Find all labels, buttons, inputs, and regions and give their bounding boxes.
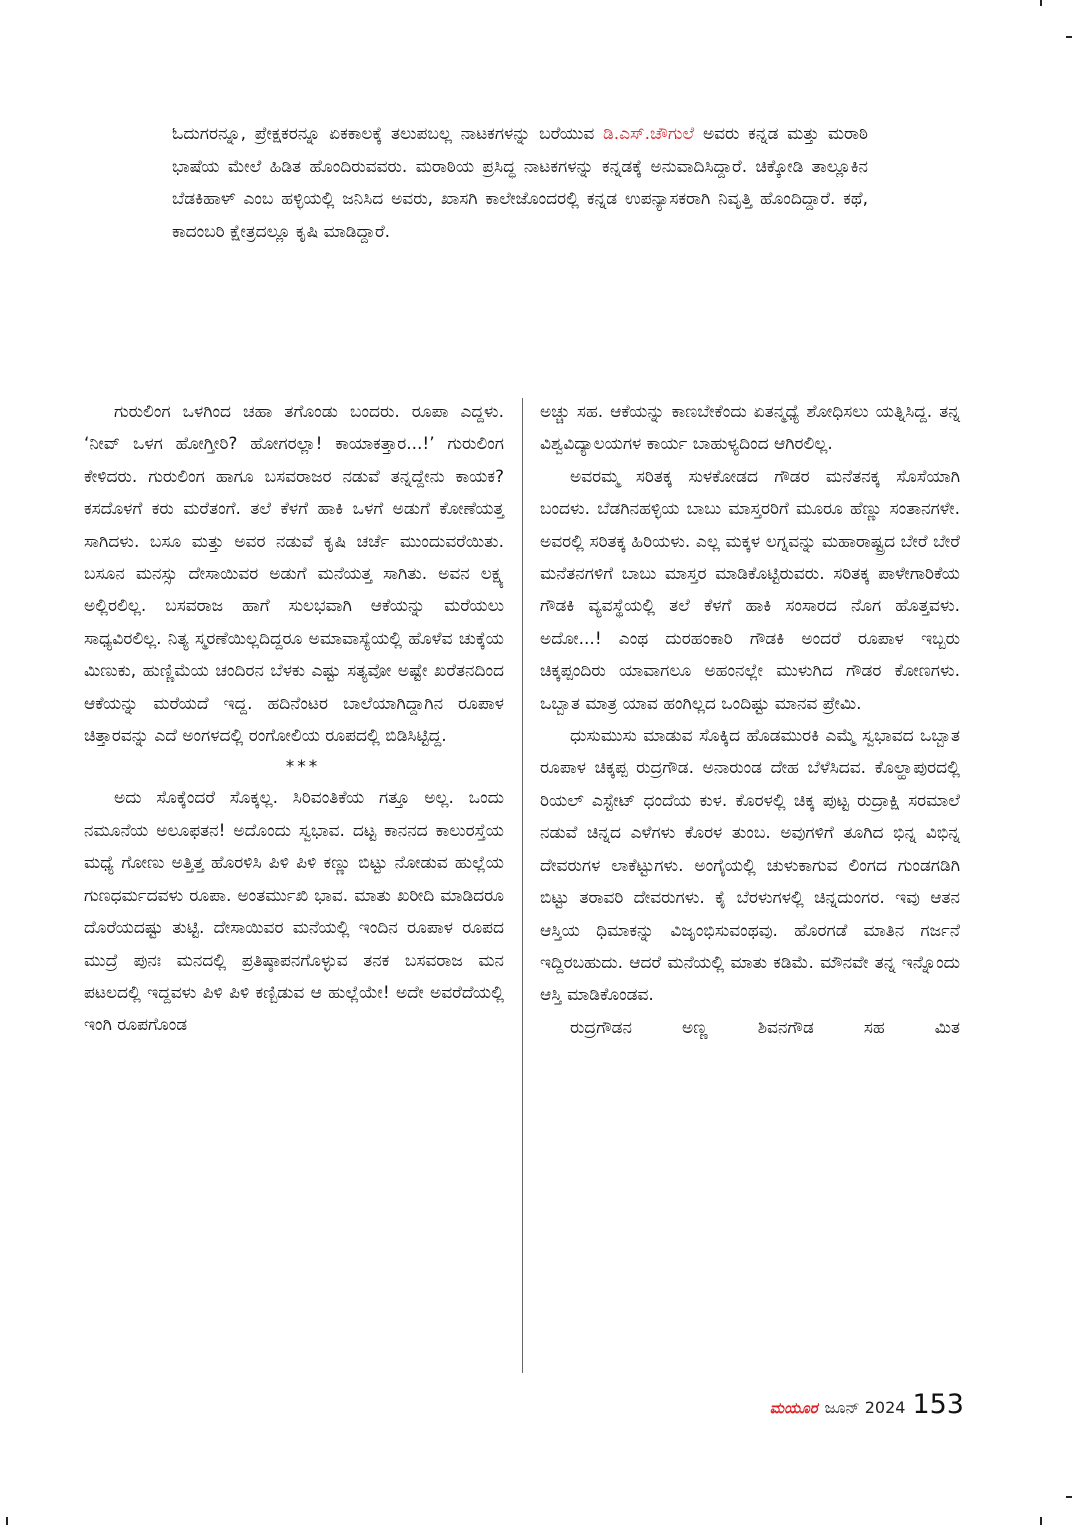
page-number: 153 — [912, 1389, 964, 1420]
author-intro — [172, 118, 868, 248]
author-intro-text-start: ಓದುಗರನ್ನೂ, ಪ್ರೇಕ್ಷಕರನ್ನೂ ಏಕಕಾಲಕ್ಕೆ ತಲುಪಬಲ್ಲ ನಾಟಕಗಳನ್ನು ಬರೆಯುವ — [172, 124, 595, 144]
author-intro-text-rest: ಅವರು ಕನ್ನಡ ಮತ್ತು ಮರಾಠಿ ಭಾಷೆಯ ಮೇಲೆ ಹಿಡಿತ ಹೊಂದಿರುವವರು. ಮರಾಠಿಯ ಪ್ರಸಿದ್ಧ ನಾಟಕಗಳನ್ನು ಕನ್ನಡಕ್ಕೆ ಅನುವಾದಿಸಿದ್ದಾರೆ. ಚಿಕ್ಕೋಡಿ ತಾಲ್ಲೂಕಿನ ಬೆಡಕಿಹಾಳ್ ಎಂಬ ಹಳ್ಳಿಯಲ್ಲಿ ಜನಿಸಿದ ಅವರು, ಖಾಸಗಿ ಕಾಲೇಜೊಂದರಲ್ಲಿ ಕನ್ನಡ ಉಪನ್ಯಾಸಕರಾಗಿ ನಿವೃತ್ತಿ ಹೊಂದಿದ್ದಾರೆ. ಕಥೆ, ಕಾದಂಬರಿ ಕ್ಷೇತ್ರದಲ್ಲೂ ಕೃಷಿ ಮಾಡಿದ್ದಾರೆ. — [172, 124, 868, 242]
author-name: ಡಿ.ಎಸ್.ಚೌಗುಲೆ — [603, 124, 695, 144]
story-column-left — [84, 396, 504, 1042]
story-paragraph-continued: ಅಚ್ಚು ಸಹ. ಆಕೆಯನ್ನು ಕಾಣಬೇಕೆಂದು ಏತನ್ಮಧ್ಯೆ ಶೋಧಿಸಲು ಯತ್ನಿಸಿದ್ದ. ತನ್ನ ವಿಶ್ವವಿದ್ಯಾಲಯಗಳ ಕಾರ್ಯ ಬಾಹುಳ್ಯದಿಂದ ಆಗಿರಲಿಲ್ಲ. — [540, 402, 960, 455]
section-separator: *** — [285, 757, 321, 778]
story-paragraph: ಅದು ಸೊಕ್ಕೆಂದರೆ ಸೊಕ್ಕಲ್ಲ. ಸಿರಿವಂತಿಕೆಯ ಗತ್ತೂ ಅಲ್ಲ. ಒಂದು ನಮೂನೆಯ ಅಲೂಫತನ! ಅದೊಂದು ಸ್ವಭಾವ. ದಟ್ಟ ಕಾನನದ ಕಾಲುರಸ್ತೆಯ ಮಧ್ಯೆ ಗೋಣು ಅತ್ತಿತ್ತ ಹೊರಳಿಸಿ ಪಿಳಿ ಪಿಳಿ ಕಣ್ಣು ಬಿಟ್ಟು ನೋಡುವ ಹುಲ್ಲೆಯ ಗುಣಧರ್ಮದವಳು ರೂಪಾ. ಅಂತರ್ಮುಖಿ ಭಾವ. ಮಾತು ಖರೀದಿ ಮಾಡಿದರೂ ದೊರೆಯದಷ್ಟು ತುಟ್ಟಿ. ದೇಸಾಯಿವರ ಮನೆಯಲ್ಲಿ ಇಂದಿನ ರೂಪಾಳ ರೂಪದ ಮುದ್ರೆ ಪುನಃ ಮನದಲ್ಲಿ ಪ್ರತಿಷ್ಠಾಪನಗೊಳ್ಳುವ ತನಕ ಬಸವರಾಜ ಮನ ಪಟಲದಲ್ಲಿ ಇದ್ದವಳು ಪಿಳಿ ಪಿಳಿ ಕಣ್ಬಿಡುವ ಆ ಹುಲ್ಲೆಯೇ! ಅದೇ ಅವರೆದೆಯಲ್ಲಿ ಇಂಗಿ ರೂಪಗೊಂಡ — [84, 788, 504, 1036]
crop-mark-top-right — [1040, 0, 1042, 6]
magazine-logo: ಮಯೂರ — [769, 1399, 818, 1417]
story-paragraph: ಗುರುಲಿಂಗ ಒಳಗಿಂದ ಚಹಾ ತಗೊಂಡು ಬಂದರು. ರೂಪಾ ಎದ್ದಳು. ‘ನೀವ್ ಒಳಗ ಹೋಗ್ತೀರಿ? ಹೋಗರಲ್ಲಾ! ಕಾಯಾಕತ್ತಾರ...!’ ಗುರುಲಿಂಗ ಕೇಳಿದರು. ಗುರುಲಿಂಗ ಹಾಗೂ ಬಸವರಾಜರ ನಡುವೆ ತನ್ನದ್ದೇನು ಕಾಯಕ? ಕಸದೊಳಗೆ ಕರು ಮರೆತಂಗೆ. ತಲೆ ಕೆಳಗೆ ಹಾಕಿ ಒಳಗೆ ಅಡುಗೆ ಕೋಣೆಯತ್ತ ಸಾಗಿದಳು. ಬಸೂ ಮತ್ತು ಅವರ ನಡುವೆ ಕೃಷಿ ಚರ್ಚೆ ಮುಂದುವರೆಯಿತು. ಬಸೂನ ಮನಸ್ಸು ದೇಸಾಯಿವರ ಅಡುಗೆ ಮನೆಯತ್ತ ಸಾಗಿತು. ಅವನ ಲಕ್ಷ್ಯ ಅಲ್ಲಿರಲಿಲ್ಲ. ಬಸವರಾಜ ಹಾಗೆ ಸುಲಭವಾಗಿ ಆಕೆಯನ್ನು ಮರೆಯಲು ಸಾಧ್ಯವಿರಲಿಲ್ಲ. ನಿತ್ಯ ಸ್ಮರಣೆಯಿಲ್ಲದಿದ್ದರೂ ಅಮಾವಾಸ್ಯೆಯಲ್ಲಿ ಹೊಳೆವ ಚುಕ್ಕೆಯ ಮಿಣುಕು, ಹುಣ್ಣಿಮೆಯ ಚಂದಿರನ ಬೆಳಕು ಎಷ್ಟು ಸತ್ಯವೋ ಅಷ್ಟೇ ಖರೆತನದಿಂದ ಆಕೆಯನ್ನು ಮರೆಯದೆ ಇದ್ದ. ಹದಿನೆಂಟರ ಬಾಲೆಯಾಗಿದ್ದಾಗಿನ ರೂಪಾಳ ಚಿತ್ತಾರವನ್ನು ಎದೆ ಅಂಗಳದಲ್ಲಿ ರಂಗೋಲಿಯ ರೂಪದಲ್ಲಿ ಬಿಡಿಸಿಟ್ಟಿದ್ದ. — [84, 402, 504, 747]
crop-mark-bottom-right — [1040, 1517, 1042, 1525]
story-paragraph: ರುದ್ರಗೌಡನ ಅಣ್ಣ ಶಿವನಗೌಡ ಸಹ ಮಿತ — [570, 1017, 960, 1038]
crop-mark-bottom-left — [6, 1517, 8, 1525]
crop-mark-right-upper — [1066, 36, 1072, 38]
issue-date: ಜೂನ್ 2024 — [824, 1398, 906, 1417]
story-column-right — [540, 396, 960, 1044]
story-paragraph: ಅವರಮ್ಮ ಸರಿತಕ್ಕ ಸುಳಕೋಡದ ಗೌಡರ ಮನೆತನಕ್ಕ ಸೊಸೆಯಾಗಿ ಬಂದಳು. ಬೆಡಗಿನಹಳ್ಳಿಯ ಬಾಬು ಮಾಸ್ತರರಿಗೆ ಮೂರೂ ಹೆಣ್ಣು ಸಂತಾನಗಳೇ. ಅವರಲ್ಲಿ ಸರಿತಕ್ಕ ಹಿರಿಯಳು. ಎಲ್ಲ ಮಕ್ಕಳ ಲಗ್ನವನ್ನು ಮಹಾರಾಷ್ಟ್ರದ ಬೇರೆ ಬೇರೆ ಮನೆತನಗಳಿಗೆ ಬಾಬು ಮಾಸ್ತರ ಮಾಡಿಕೊಟ್ಟಿರುವರು. ಸರಿತಕ್ಕ ಪಾಳೇಗಾರಿಕೆಯ ಗೌಡಕಿ ವ್ಯವಸ್ಥೆಯಲ್ಲಿ ತಲೆ ಕೆಳಗೆ ಹಾಕಿ ಸಂಸಾರದ ನೊಗ ಹೊತ್ತವಳು. ಅದೋ...! ಎಂಥ ದುರಹಂಕಾರಿ ಗೌಡಕಿ ಅಂದರೆ ರೂಪಾಳ ಇಬ್ಬರು ಚಿಕ್ಕಪ್ಪಂದಿರು ಯಾವಾಗಲೂ ಅಹಂನಲ್ಲೇ ಮುಳುಗಿದ ಗೌಡರ ಕೋಣಗಳು. ಒಬ್ಬಾತ ಮಾತ್ರ ಯಾವ ಹಂಗಿಲ್ಲದ ಒಂದಿಷ್ಟು ಮಾನವ ಪ್ರೇಮಿ. — [540, 466, 960, 714]
column-divider — [522, 398, 523, 1373]
page-footer — [770, 1389, 964, 1420]
story-paragraph: ಧುಸುಮುಸು ಮಾಡುವ ಸೊಕ್ಕಿದ ಹೊಡಮುರಕಿ ಎಮ್ಮೆ ಸ್ವಭಾವದ ಒಬ್ಬಾತ ರೂಪಾಳ ಚಿಕ್ಕಪ್ಪ ರುದ್ರಗೌಡ. ಅನಾರುಂಡ ದೇಹ ಬೆಳೆಸಿದವ. ಕೊಲ್ಹಾಪುರದಲ್ಲಿ ರಿಯಲ್ ಎಸ್ಟೇಟ್ ಧಂದೆಯ ಕುಳ. ಕೊರಳಲ್ಲಿ ಚಿಕ್ಕ ಪುಟ್ಟ ರುದ್ರಾಕ್ಷಿ ಸರಮಾಲೆ ನಡುವೆ ಚಿನ್ನದ ಎಳೆಗಳು ಕೊರಳ ತುಂಬ. ಅವುಗಳಿಗೆ ತೂಗಿದ ಭಿನ್ನ ವಿಭಿನ್ನ ದೇವರುಗಳ ಲಾಕೆಟ್ಟುಗಳು. ಅಂಗೈಯಲ್ಲಿ ಚುಳುಕಾಗುವ ಲಿಂಗದ ಗುಂಡಗಡಿಗಿ ಬಿಟ್ಟು ತರಾವರಿ ದೇವರುಗಳು. ಕೈ ಬೆರಳುಗಳಲ್ಲಿ ಚಿನ್ನದುಂಗರ. ಇವು ಆತನ ಆಸ್ತಿಯ ಧಿಮಾಕನ್ನು ವಿಜೃಂಭಿಸುವಂಥವು. ಹೊರಗಡೆ ಮಾತಿನ ಗರ್ಜನೆ ಇದ್ದಿರಬಹುದು. ಆದರೆ ಮನೆಯಲ್ಲಿ ಮಾತು ಕಡಿಮೆ. ಮೌನವೇ ತನ್ನ ಇನ್ನೊಂದು ಆಸ್ತಿ ಮಾಡಿಕೊಂಡವ. — [540, 726, 960, 1006]
crop-mark-right-lower — [1066, 1496, 1072, 1498]
